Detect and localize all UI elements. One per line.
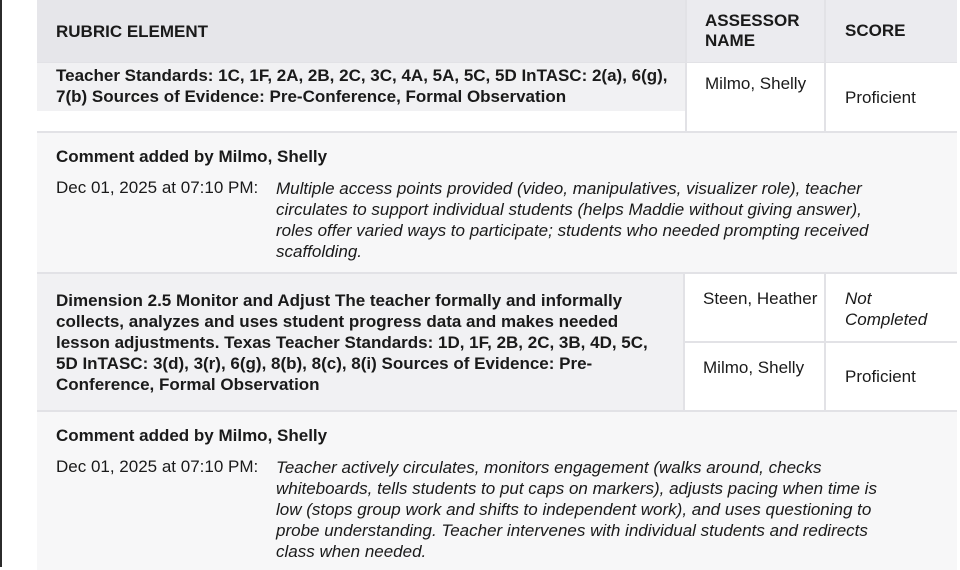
assessor-name: Steen, Heather	[685, 274, 824, 341]
assessment-row	[685, 341, 957, 410]
comment-block	[37, 131, 957, 274]
score-value: Not Completed	[824, 274, 957, 341]
comment-title: Comment added by Milmo, Shelly	[56, 147, 328, 166]
assessment-row	[685, 274, 957, 341]
rubric-table	[37, 0, 957, 570]
rubric-element-text: Teacher Standards: 1C, 1F, 2A, 2B, 2C, 3C, 4A, 5A, 5C, 5D InTASC: 2(a), 6(g), 7(b) Sources of Evidence: Pre-Conference, Formal Observation	[56, 66, 668, 106]
assessor-name: Milmo, Shelly	[685, 343, 824, 410]
assessor-name: Milmo, Shelly	[685, 63, 824, 131]
page-left-border	[0, 0, 2, 567]
comment-date: Dec 01, 2025 at 07:10 PM:	[56, 457, 259, 476]
assessments-group	[683, 274, 957, 410]
score-value: Proficient	[824, 63, 957, 131]
score-value: Proficient	[824, 343, 957, 410]
table-header-row	[37, 0, 957, 62]
table-row	[37, 274, 957, 410]
comment-block	[37, 410, 957, 570]
comment-title: Comment added by Milmo, Shelly	[56, 426, 328, 445]
rubric-element-cell	[37, 63, 685, 131]
header-assessor-name: ASSESSOR NAME	[685, 0, 824, 62]
rubric-element-text: Dimension 2.5 Monitor and Adjust The teacher formally and informally collects, analyzes and uses student progress data and makes needed lesson adjustments. Texas Teacher Standards: 1D, 1F, 2B, 2C, 3B, 4D, 5C, 5D InTASC: 3(d), 3(r), 6(g), 8(b), 8(c), 8(i) Sources of Evidence: Pre-Conference, Formal Observation	[37, 274, 683, 410]
header-rubric-element: RUBRIC ELEMENT	[56, 22, 209, 41]
table-row	[37, 62, 957, 131]
header-score: SCORE	[824, 0, 957, 62]
comment-text: Teacher actively circulates, monitors engagement (walks around, checks whiteboards, tells students to put caps on markers), adjusts pacing when time is low (stops group work and shifts to independent work), and uses questioning to probe understanding. Teacher intervenes with individual students and redirects class when needed.	[276, 458, 877, 561]
comment-date: Dec 01, 2025 at 07:10 PM:	[56, 178, 259, 197]
comment-text: Multiple access points provided (video, manipulatives, visualizer role), teacher circulates to support individual students (helps Maddie without giving answer), roles offer varied ways to participate; students who needed prompting received scaffolding.	[276, 179, 869, 261]
